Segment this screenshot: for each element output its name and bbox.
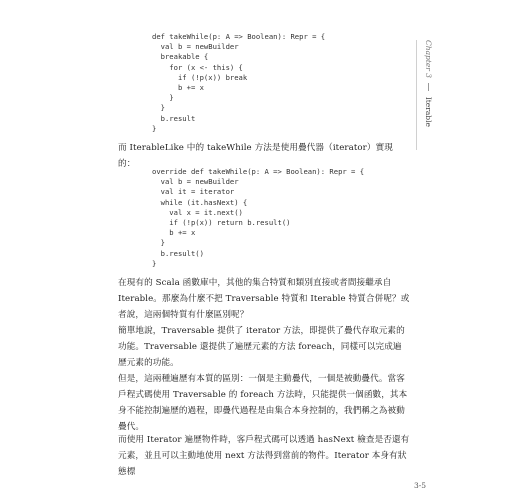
page-number: 3-5	[414, 481, 427, 490]
code-2-line: }	[152, 258, 157, 268]
code-2-line: val x = it.next()	[152, 207, 243, 217]
code-1-line: breakable {	[152, 52, 209, 62]
code-2-line: b.result()	[152, 248, 204, 258]
code-1-line: b.result	[152, 113, 196, 123]
chapter-side-tab	[416, 40, 433, 150]
chapter-label: Chapter 3	[424, 40, 433, 79]
code-1-line: b += x	[152, 83, 204, 93]
chapter-title: Iterable	[424, 96, 433, 127]
intro-paragraph: 而 IterableLike 中的 takeWhile 方法是使用疊代器（iterator）實現的：	[118, 143, 393, 169]
code-2-line: val b = newBuilder	[152, 177, 239, 187]
code-1-line: }	[152, 93, 174, 103]
code-1-line: val b = newBuilder	[152, 42, 239, 52]
code-1-line: }	[152, 123, 157, 133]
code-2-line: val it = iterator	[152, 187, 235, 197]
code-block-takewhile-traversable	[152, 32, 325, 134]
code-1-line: def takeWhile(p: A => Boolean): Repr = {	[152, 32, 326, 41]
paragraph-4: 而使用 Iterator 遍歷物件時，客戶程式碼可以透過 hasNext 檢查是否還有元素，並且可以主動地使用 next 方法得到當前的物件。Iterator 本身有狀態標	[118, 435, 410, 477]
paragraph-3: 但是，這兩種遍歷有本質的區別：一個是主動疊代，一個是被動疊代。當客戶程式碼使用 Traversable 的 foreach 方法時，只能提供一個函數，其本身不能控制遍歷的過程，即疊代過程是由集合本身控制的，我們稱之為被動疊代。	[118, 374, 408, 432]
paragraph-2: 簡單地說，Traversable 提供了 iterator 方法，即提供了疊代存取元素的功能。Traversable 還提供了遍歷元素的方法 foreach，同樣可以完成遍歷元素的功能。	[118, 326, 405, 368]
tab-divider	[428, 83, 429, 91]
code-2-line: b += x	[152, 228, 196, 238]
code-block-takewhile-iterable	[152, 167, 364, 269]
code-2-line: }	[152, 238, 165, 248]
paragraph-1: 在現有的 Scala 函數庫中，其他的集合特質和類別直接或者間接繼承自 Iterable。那麼為什麼不把 Traversable 特質和 Iterable 特質合併呢？或者說，這兩個特質有什麼區別呢？	[118, 278, 410, 320]
code-1-line: for (x <- this) {	[152, 62, 243, 72]
code-2-line: override def takeWhile(p: A => Boolean): Repr = {	[152, 167, 365, 176]
code-1-line: }	[152, 103, 165, 113]
code-2-line: if (!p(x)) return b.result()	[152, 218, 291, 228]
code-1-line: if (!p(x)) break	[152, 72, 248, 82]
code-2-line: while (it.hasNext) {	[152, 197, 248, 207]
